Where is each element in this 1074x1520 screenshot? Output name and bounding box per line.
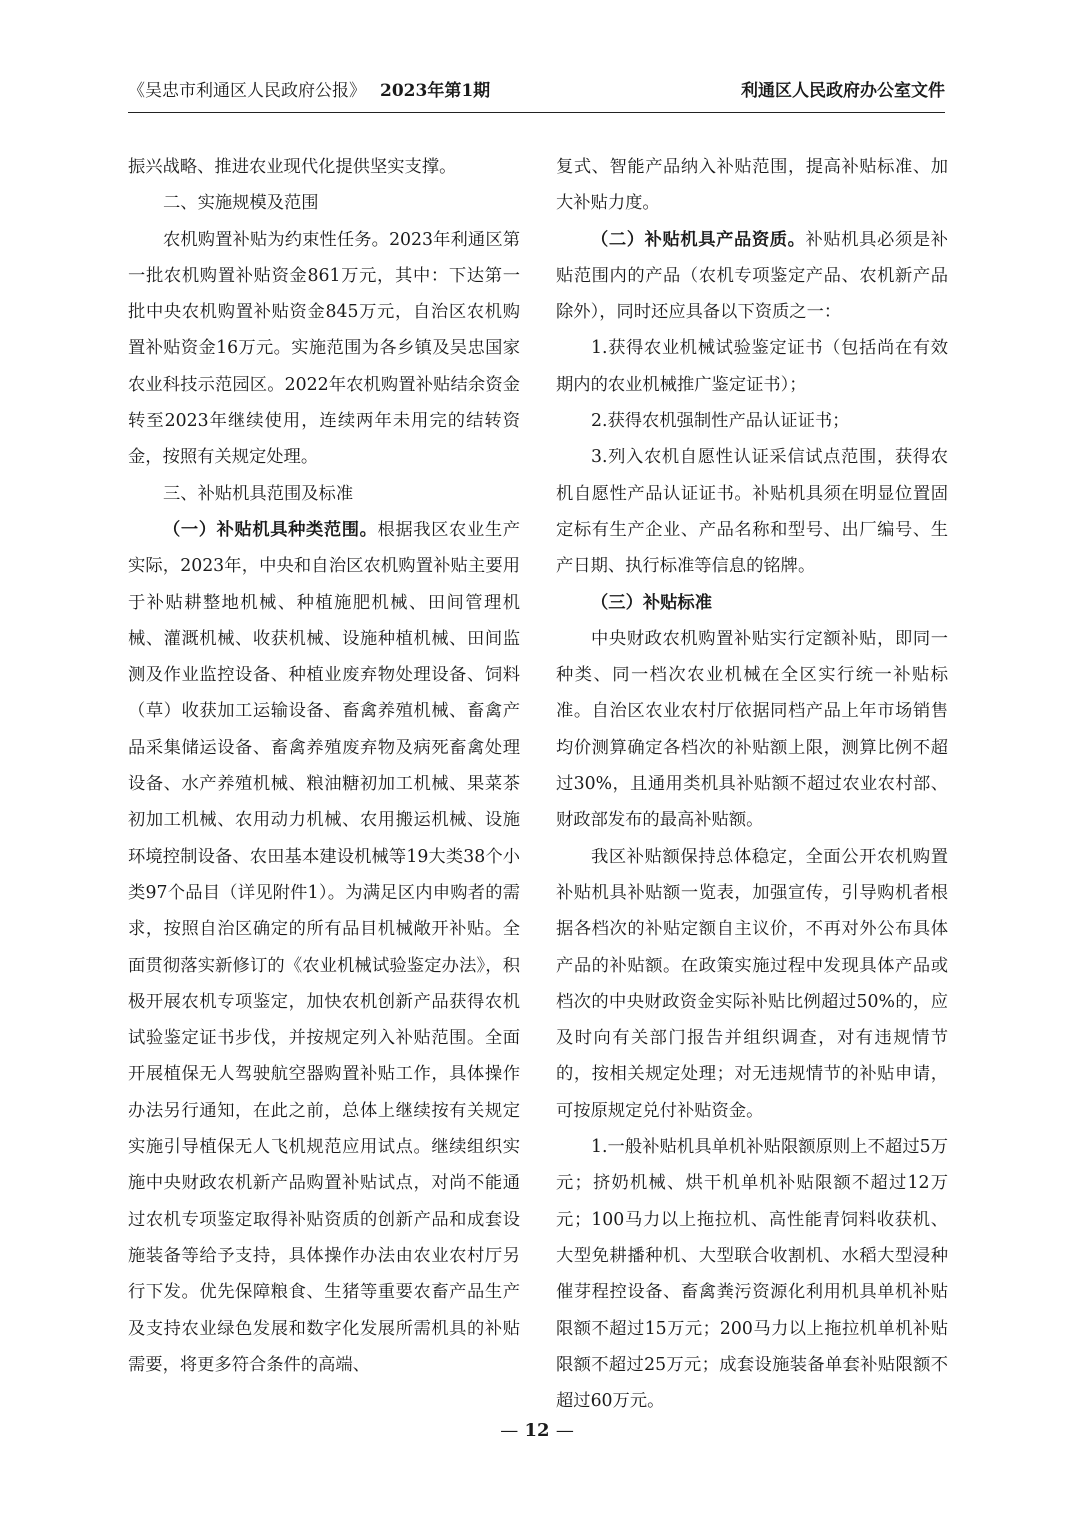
publication-title: 《吴忠市利通区人民政府公报》 [128,81,366,101]
page-footer [0,1420,1074,1441]
page-header [128,76,945,106]
paragraph-qualification-body: 补贴机具必须是补贴范围内的产品（农机专项鉴定产品、农机新产品除外），同时还应具备以下资质之一： [556,229,948,323]
issue-number: 2023年第1期 [380,81,491,101]
paragraph-disclosure: 我区补贴额保持总体稳定，全面公开农机购置补贴机具补贴额一览表，加强宣传，引导购机者根据各档次的补贴定额自主议价，不再对外公布具体产品的补贴额。在政策实施过程中发现具体产品或档次的中央财政资金实际补贴比例超过50%的，应及时向有关部门报告并组织调查，对有违规情节的，按相关规定处理；对无违规情节的补贴申请，可按原规定兑付补贴资金。 [556,846,948,1121]
list-item-1: 1.获得农业机械试验鉴定证书（包括尚在有效期内的农业机械推广鉴定证书）； [556,338,948,395]
right-column [556,149,948,1419]
paragraph-qualification [556,222,948,331]
paragraph-limits: 1.一般补贴机具单机补贴限额原则上不超过5万元；挤奶机械、烘干机单机补贴限额不超过12万元；100马力以上拖拉机、高性能青饲料收获机、大型免耕播种机、大型联合收割机、水稻大型浸种催芽程控设备、畜禽粪污资源化利用机具单机补贴限额不超过15万元；200马力以上拖拉机单机补贴限额不超过25万元；成套设施装备单套补贴限额不超过60万元。 [556,1137,948,1412]
paragraph-types [128,512,520,1383]
subheading-qualification: （二）补贴机具产品资质。 [591,229,806,250]
paragraph-scale: 农机购置补贴为约束性任务。2023年利通区第一批农机购置补贴资金861万元，其中：下达第一批中央农机购置补贴资金845万元，自治区农机购置补贴资金16万元。实施范围为各乡镇及吴忠国家农业科技示范园区。2022年农机购置补贴结余资金转至2023年继续使用，连续两年未用完的结转资金，按照有关规定处理。 [128,229,520,468]
header-section: 利通区人民政府办公室文件 [741,81,945,101]
list-item-2: 2.获得农机强制性产品认证证书； [591,411,850,432]
section-heading-3: 三、补贴机具范围及标准 [163,483,354,504]
page-number: 12 [524,1420,550,1441]
footer-dash-right: — [555,1420,574,1441]
section-heading-2: 二、实施规模及范围 [163,193,319,214]
paragraph-types-body: 根据我区农业生产实际，2023年，中央和自治区农机购置补贴主要用于补贴耕整地机械、种植施肥机械、田间管理机械、灌溉机械、收获机械、设施种植机械、田间监测及作业监控设备、种植业废弃物处理设备、饲料（草）收获加工运输设备、畜禽养殖机械、畜禽产品采集储运设备、畜禽养殖废弃物及病死畜禽处理设备、水产养殖机械、粮油糖初加工机械、果菜茶初加工机械、农用动力机械、农用搬运机械、设施环境控制设备、农田基本建设机械等19大类38个小类97个品目（详见附件1）。为满足区内申购者的需求，按照自治区确定的所有品目机械敞开补贴。全面贯彻落实新修订的《农业机械试验鉴定办法》，积极开展农机专项鉴定，加快农机创新产品获得农机试验鉴定证书步伐，并按规定列入补贴范围。全面开展植保无人驾驶航空器购置补贴工作，具体操作办法另行通知，在此之前，总体上继续按有关规定实施引导植保无人飞机规范应用试点。继续组织实施中央财政农机新产品购置补贴试点，对尚不能通过农机专项鉴定取得补贴资质的创新产品和成套设施装备等给予支持，具体操作办法由农业农村厅另行下发。优先保障粮食、生猪等重要农畜产品生产及支持农业绿色发展和数字化发展所需机具的补贴需要，将更多符合条件的高端、 [128,519,520,1375]
left-column [128,149,520,1383]
header-rule [128,112,945,113]
header-left [128,76,490,106]
subheading-types: （一）补贴机具种类范围。 [163,519,378,540]
paragraph-standard: 中央财政农机购置补贴实行定额补贴，即同一种类、同一档次农业机械在全区实行统一补贴标准。自治区农业农村厅依据同档产品上年市场销售均价测算确定各档次的补贴额上限，测算比例不超过30%，且通用类机具补贴额不超过农业农村部、财政部发布的最高补贴额。 [556,628,948,831]
paragraph-continuation: 振兴战略、推进农业现代化提供坚实支撑。 [128,157,457,177]
paragraph-continuation: 复式、智能产品纳入补贴范围，提高补贴标准、加大补贴力度。 [556,157,948,214]
list-item-3: 3.列入农机自愿性认证采信试点范围，获得农机自愿性产品认证证书。补贴机具须在明显位置固定标有生产企业、产品名称和型号、出厂编号、生产日期、执行标准等信息的铭牌。 [556,447,948,577]
footer-dash-left: — [500,1420,519,1441]
subheading-standard: （三）补贴标准 [591,592,712,613]
